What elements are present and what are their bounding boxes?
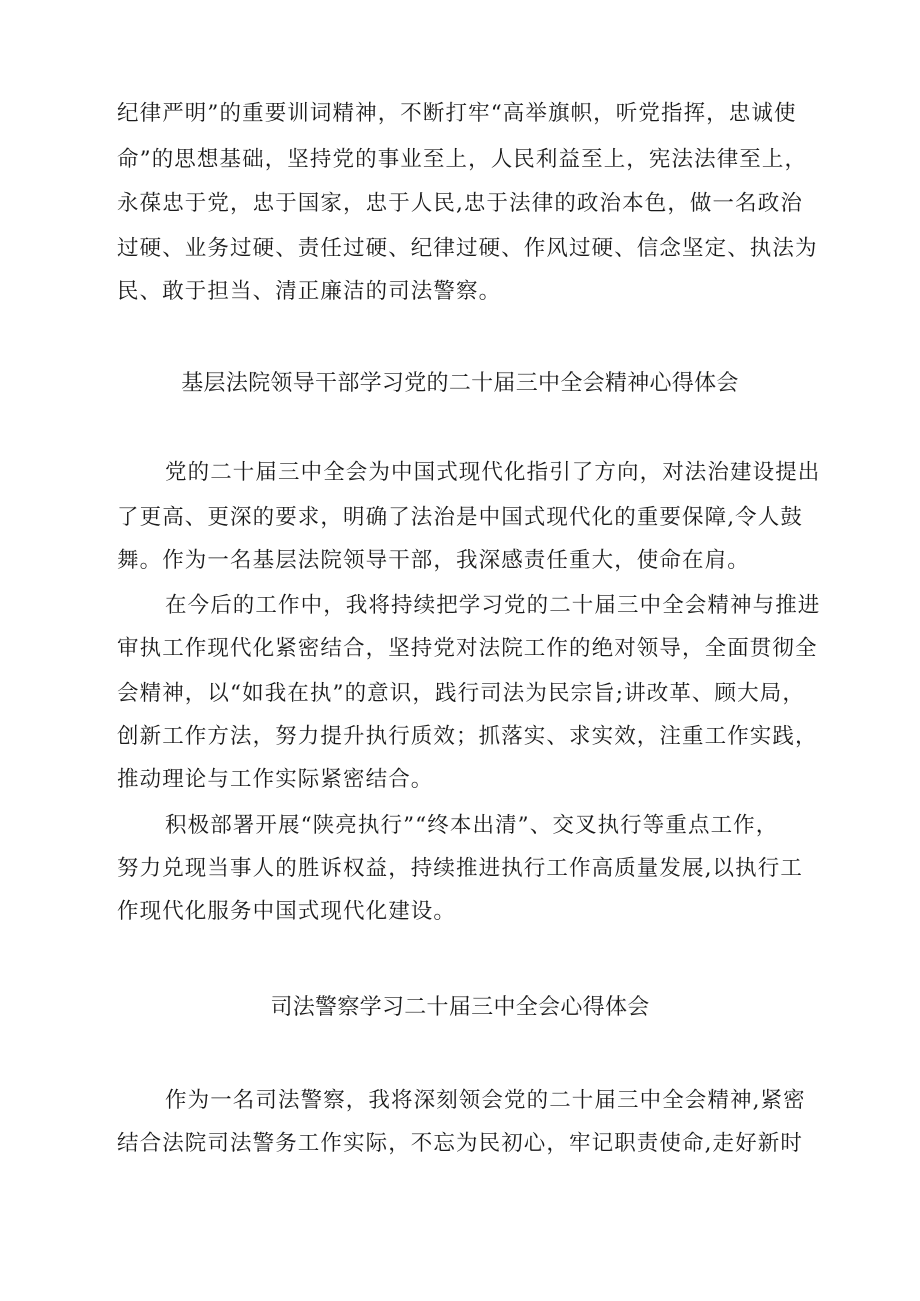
text-line: 创新工作方法，努力提升执行质效；抓落实、求实效，注重工作实践，	[117, 724, 818, 749]
text-line: 审执工作现代化紧密结合，坚持党对法院工作的绝对领导，全面贯彻全	[117, 636, 818, 661]
text-line: 努力兑现当事人的胜诉权益，持续推进执行工作高质量发展,以执行工	[117, 856, 803, 881]
text-line: 命”的思想基础，坚持党的事业至上，人民利益至上，宪法法律至上，	[117, 147, 808, 172]
text-line: 民、敢于担当、清正廉洁的司法警察。	[117, 279, 502, 304]
text-line: 推动理论与工作实际紧密结合。	[117, 767, 434, 792]
text-line: 纪律严明”的重要训词精神，不断打牢“高举旗帜，听党指挥，忠诚使	[117, 101, 797, 126]
text-line: 结合法院司法警务工作实际，不忘为民初心，牢记职责使命,走好新时	[117, 1131, 803, 1156]
text-line: 党的二十届三中全会为中国式现代化指引了方向，对法治建设提出	[165, 460, 821, 485]
text-line: 积极部署开展“陕亮执行”“终本出清”、交叉执行等重点工作，	[165, 813, 779, 838]
text-line: 过硬、业务过硬、责任过硬、纪律过硬、作风过硬、信念坚定、执法为	[117, 236, 818, 261]
text-line: 作为一名司法警察，我将深刻领会党的二十届三中全会精神,紧密	[165, 1088, 806, 1113]
section-title: 司法警察学习二十届三中全会心得体会	[270, 995, 650, 1020]
text-line: 会精神，以“如我在执”的意识，践行司法为民宗旨;讲改革、顾大局，	[117, 681, 805, 706]
text-line: 永葆忠于党，忠于国家，忠于人民,忠于法律的政治本色，做一名政治	[117, 191, 803, 216]
text-line: 在今后的工作中，我将持续把学习党的二十届三中全会精神与推进	[165, 593, 821, 618]
text-line: 作现代化服务中国式现代化建设。	[117, 899, 457, 924]
section-title: 基层法院领导干部学习党的二十届三中全会精神心得体会	[181, 371, 739, 396]
text-line: 舞。作为一名基层法院领导干部，我深感责任重大，使命在肩。	[117, 548, 750, 573]
text-line: 了更高、更深的要求，明确了法治是中国式现代化的重要保障,令人鼓	[117, 505, 803, 530]
